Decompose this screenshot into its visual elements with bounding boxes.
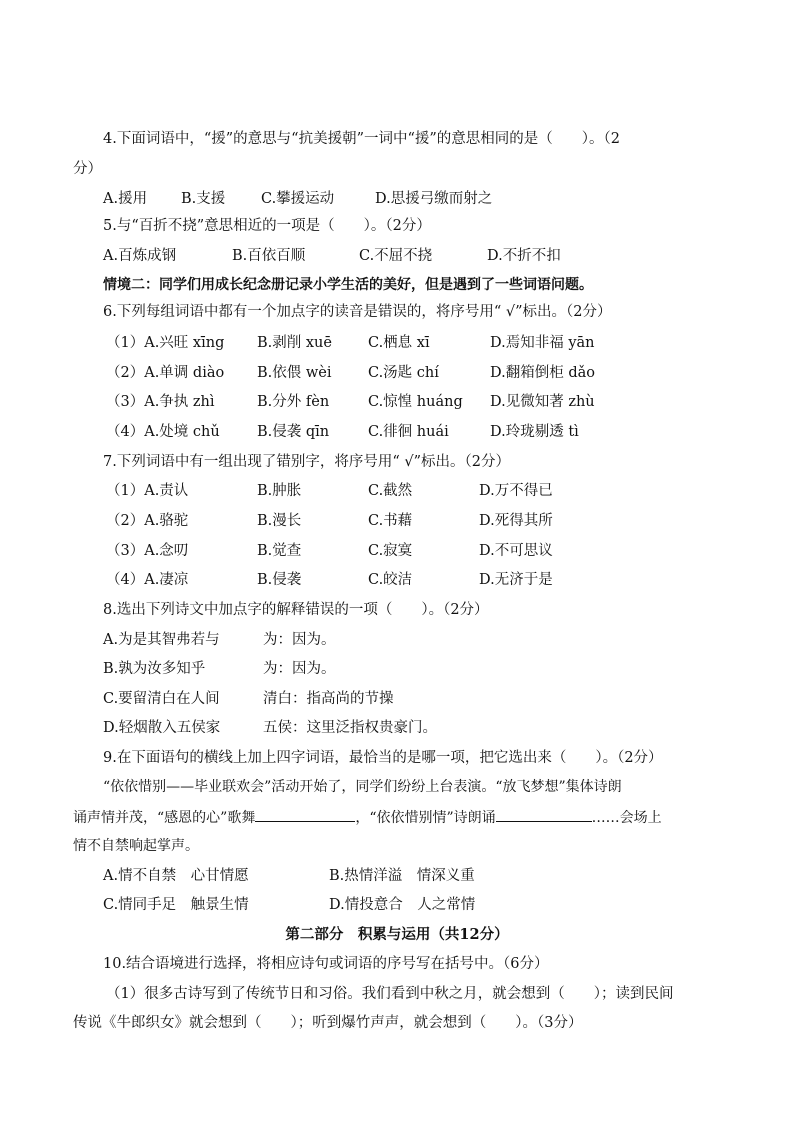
q7-row4-d: D.无济于是	[479, 572, 553, 588]
question-8-stem: 8.选出下列诗文中加点字的解释错误的一项（ ）。（2分）	[103, 602, 489, 618]
q5-option-d: D.不折不扣	[487, 248, 561, 264]
q7-row2-d: D.死得其所	[479, 513, 553, 529]
q9-option-d: D.情投意合 人之常情	[329, 897, 476, 913]
question-7-stem: 7.下列词语中有一组出现了错别字，将序号用“ √”标出。（2分）	[103, 454, 510, 470]
q6-row1-d: D.焉知非福 yān	[490, 335, 595, 351]
q7-row4-a: （4）A.凄凉	[106, 572, 189, 588]
question-5-stem: 5.与“百折不挠”意思相近的一项是（ ）。（2分）	[103, 218, 431, 234]
q9-option-b: B.热情洋溢 情深义重	[329, 868, 475, 884]
q7-row2-c: C.书藉	[368, 513, 413, 529]
scenario-2-heading: 情境二：同学们用成长纪念册记录小学生活的美好，但是遇到了一些词语问题。	[103, 277, 593, 293]
question-10-stem: 10.结合语境进行选择，将相应诗句或词语的序号写在括号中。（6分）	[103, 956, 549, 972]
q7-row3-d: D.不可思议	[479, 543, 553, 559]
q4-option-b: B.支援	[181, 191, 226, 207]
q6-row3-c: C.惊惶 huáng	[368, 394, 463, 410]
q4-option-a: A.援用	[103, 191, 148, 207]
q7-row1-b: B.肿胀	[257, 483, 302, 499]
q6-row1-a: （1）A.兴旺 xīng	[106, 335, 225, 351]
q9-passage-part-b: ，“依依惜别情”诗朗诵	[355, 810, 496, 826]
q9-passage-part-c: ……会场上	[591, 810, 662, 826]
q7-row4-c: C.皎洁	[368, 572, 413, 588]
q7-row2-a: （2）A.骆驼	[106, 513, 189, 529]
q9-passage-line2	[73, 807, 662, 828]
q7-row1-c: C.截然	[368, 483, 413, 499]
q9-passage-part-a: 诵声情并茂，“感恩的心”歌舞	[73, 810, 256, 826]
question-9-stem: 9.在下面语句的横线上加上四字词语，最恰当的是哪一项，把它选出来（ ）。（2分）	[103, 750, 663, 766]
q6-row3-a: （3）A.争执 zhì	[106, 394, 215, 410]
q7-row3-a: （3）A.念叨	[106, 543, 189, 559]
q6-row1-c: C.栖息 xī	[368, 335, 430, 351]
q9-passage-line1: “依依惜别——毕业联欢会”活动开始了，同学们纷纷上台表演。“放飞梦想”集体诗朗	[103, 779, 622, 795]
q6-row4-c: C.徘徊 huái	[368, 424, 449, 440]
question-4-stem: 4.下面词语中，“援”的意思与“抗美援朝”一词中“援”的意思相同的是（ ）。（2	[103, 131, 621, 147]
q4-option-c: C.攀援运动	[261, 191, 335, 207]
question-6-stem: 6.下列每组词语中都有一个加点字的读音是错误的，将序号用“ √”标出。（2分）	[103, 304, 612, 320]
q8-option-c: C.要留清白在人间	[103, 691, 220, 707]
q5-option-a: A.百炼成钢	[103, 248, 177, 264]
q7-row3-c: C.寂寞	[368, 543, 413, 559]
q6-row4-b: B.侵袭 qīn	[257, 424, 330, 440]
q6-row4-d: D.玲珑剔透 tì	[490, 424, 579, 440]
q8-option-d-note: 五侯：这里泛指权贵豪门。	[263, 720, 437, 736]
q7-row3-b: B.觉查	[257, 543, 302, 559]
q6-row1-b: B.剥削 xuē	[257, 335, 332, 351]
question-4-stem-cont: 分）	[73, 161, 102, 177]
q8-option-a-note: 为：因为。	[263, 632, 336, 648]
q9-option-c: C.情同手足 触景生情	[103, 897, 249, 913]
q6-row2-d: D.翻箱倒柜 dǎo	[490, 365, 595, 381]
q4-option-d: D.思援弓缴而射之	[375, 191, 493, 207]
part-2-heading: 第二部分 积累与运用（共12分）	[285, 926, 509, 943]
q8-option-c-note: 清白：指高尚的节操	[263, 691, 394, 707]
q5-option-b: B.百依百顺	[232, 248, 306, 264]
q8-option-b-note: 为：因为。	[263, 661, 336, 677]
q7-row1-a: （1）A.责认	[106, 483, 189, 499]
q6-row2-c: C.汤匙 chí	[368, 365, 439, 381]
q5-option-c: C.不屈不挠	[359, 248, 433, 264]
q8-option-d: D.轻烟散入五侯家	[103, 720, 221, 736]
q6-row2-b: B.依偎 wèi	[257, 365, 332, 381]
q6-row4-a: （4）A.处境 chǔ	[106, 424, 220, 440]
q9-blank-2[interactable]	[496, 807, 592, 822]
q8-option-b: B.孰为汝多知乎	[103, 661, 206, 677]
q10-sub1-line1: （1）很多古诗写到了传统节日和习俗。我们看到中秋之月，就会想到（ ）；读到民间	[106, 986, 674, 1002]
q6-row3-d: D.见微知著 zhù	[490, 394, 595, 410]
q6-row2-a: （2）A.单调 diào	[106, 365, 225, 381]
q8-option-a: A.为是其智弗若与	[103, 632, 220, 648]
q9-blank-1[interactable]	[255, 807, 355, 822]
q6-row3-b: B.分外 fèn	[257, 394, 330, 410]
q7-row1-d: D.万不得已	[479, 483, 553, 499]
q7-row2-b: B.漫长	[257, 513, 302, 529]
q9-passage-line3: 情不自禁响起掌声。	[73, 838, 199, 854]
q9-option-a: A.情不自禁 心甘情愿	[103, 868, 249, 884]
q7-row4-b: B.侵袭	[257, 572, 302, 588]
q10-sub1-line2: 传说《牛郎织女》就会想到（ ）；听到爆竹声声，就会想到（ ）。（3分）	[73, 1015, 583, 1031]
